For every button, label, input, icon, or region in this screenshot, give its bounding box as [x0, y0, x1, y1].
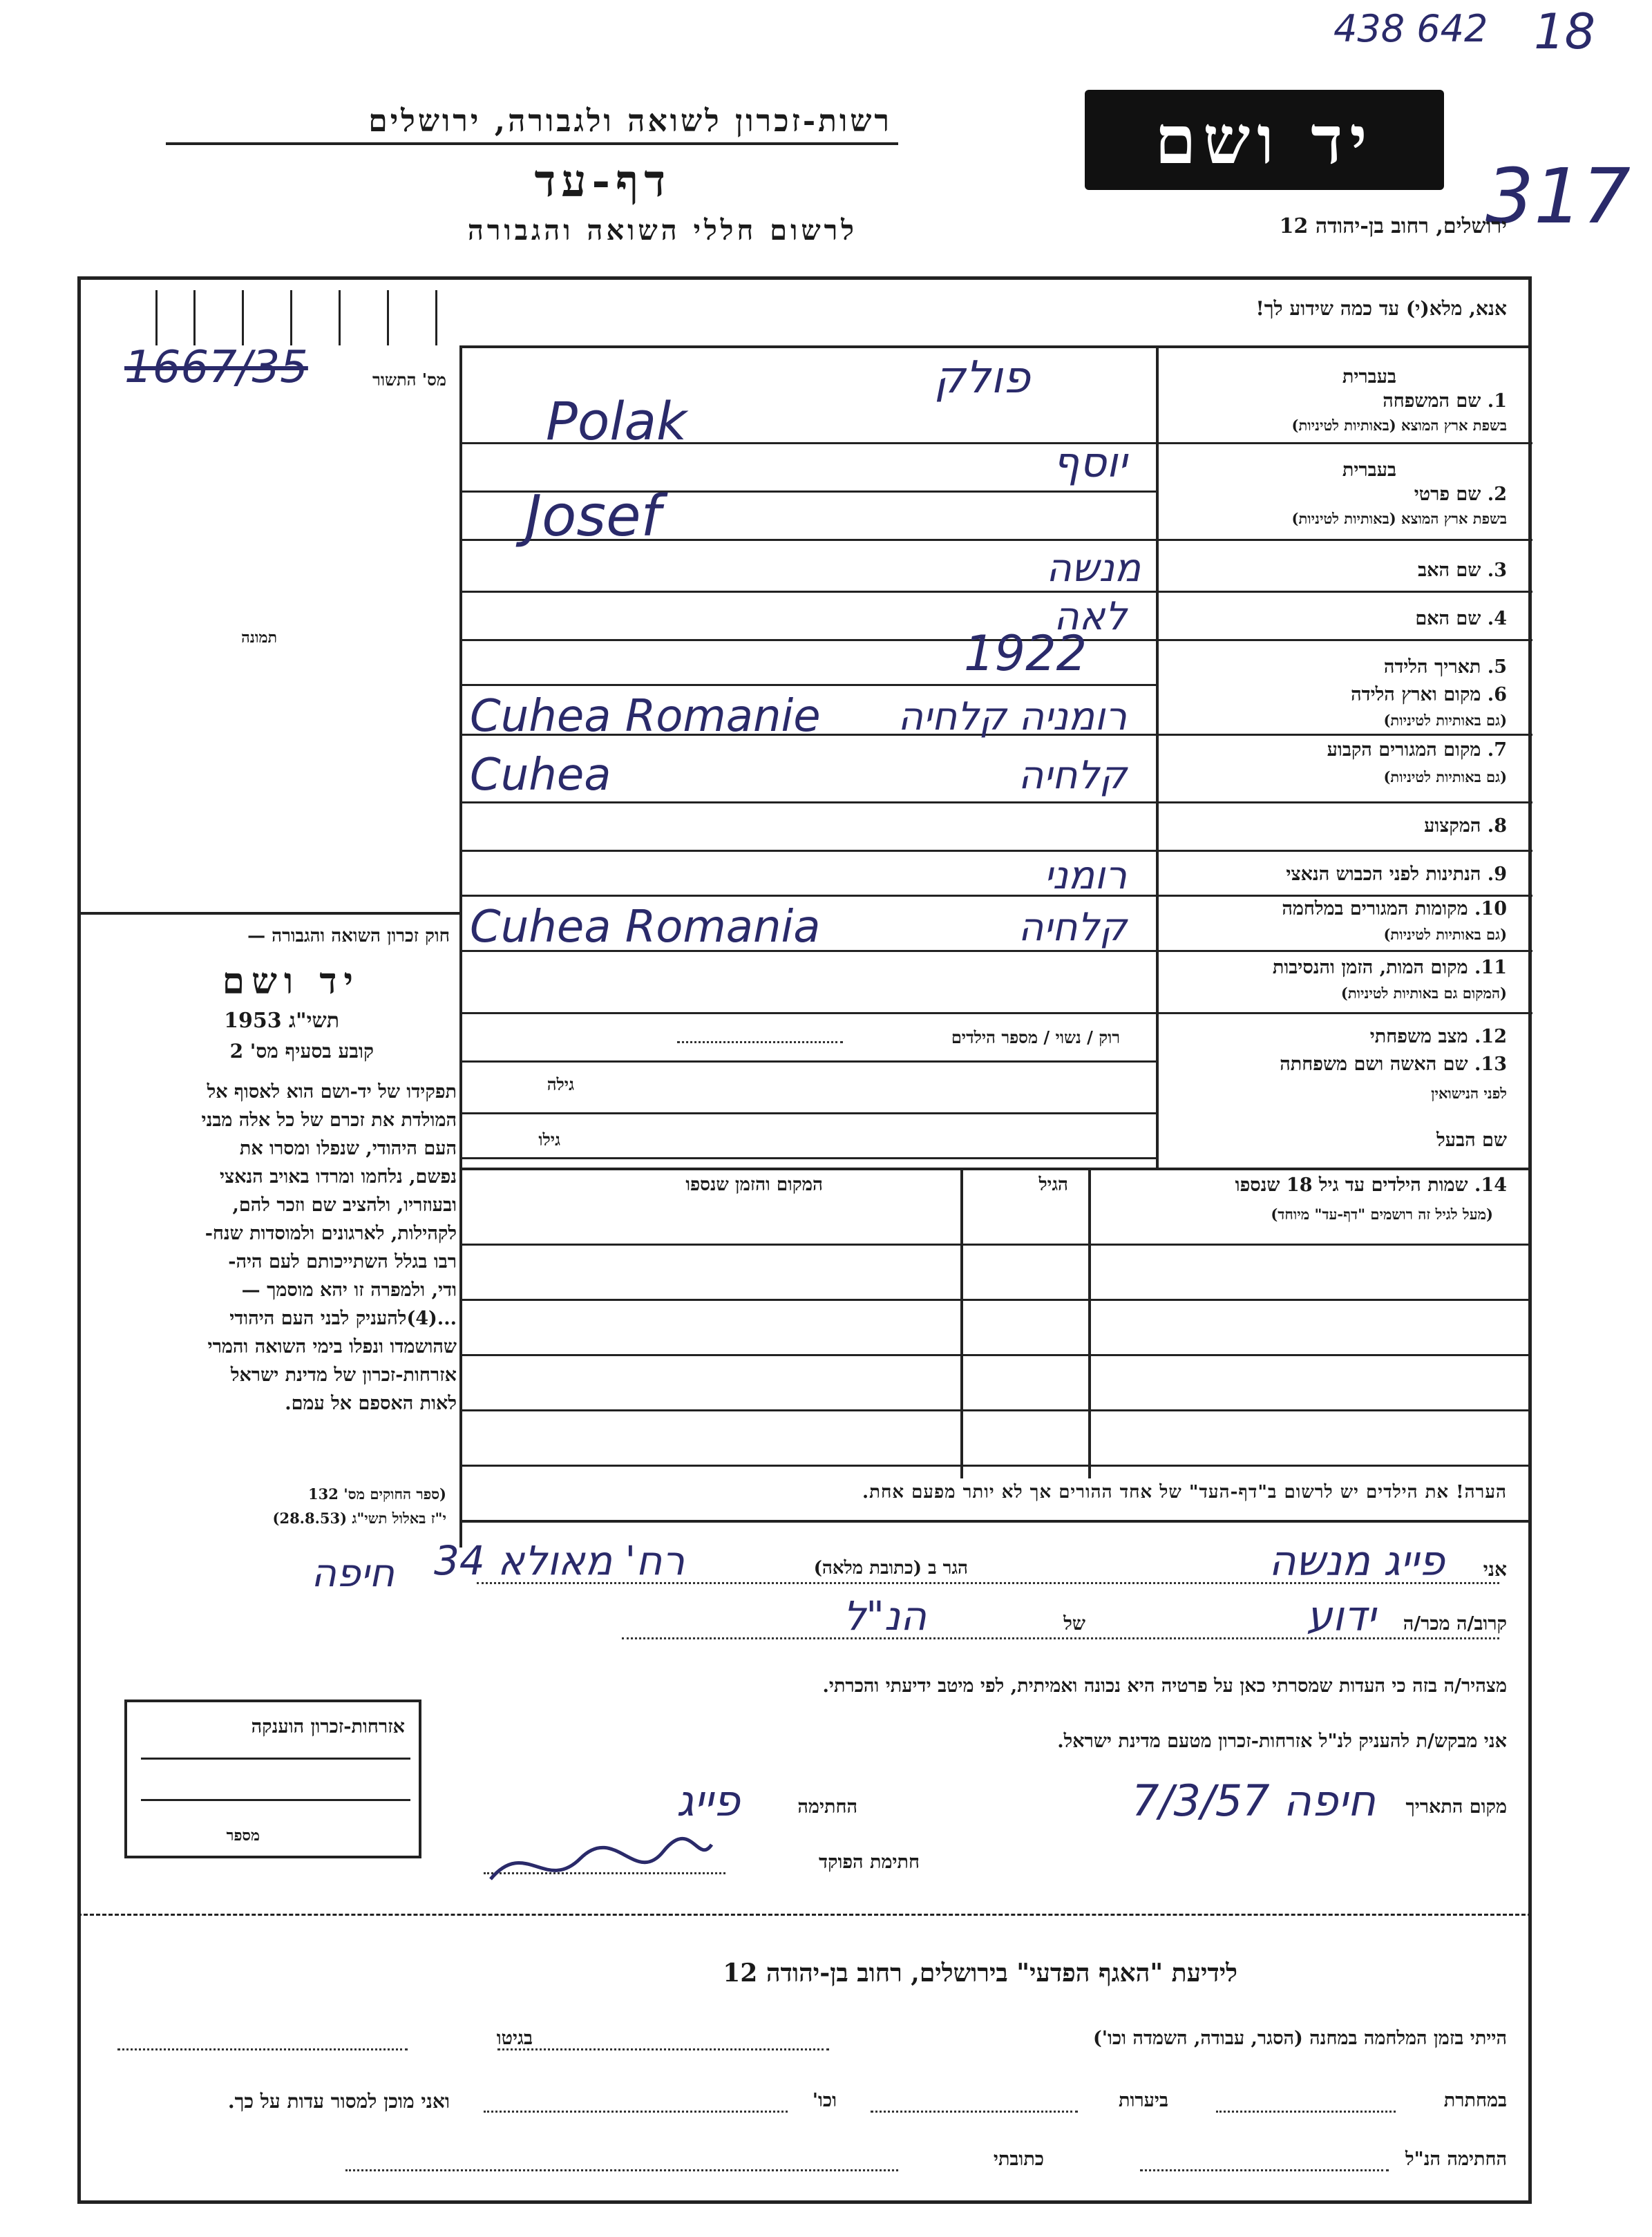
- form-subtitle: לרשום חללי השואה והגבורה: [467, 214, 857, 247]
- law-year: תשי"ג 1953: [224, 1009, 339, 1033]
- husband-age-label: גילו: [538, 1130, 560, 1150]
- field-note-6: (גם באותיות לטיניות): [1383, 712, 1507, 729]
- decl-request: אני מבקש/ת להעניק לנ"ל אזרחות-זכרון מטעם מדינת ישראל.: [1057, 1731, 1507, 1752]
- field-label-5: 5. תאריך הלידה: [1383, 656, 1507, 678]
- footer-underground: במחתרת: [1443, 2090, 1507, 2111]
- field-label-10: 10. מקומות המגורים במלחמה: [1282, 898, 1507, 920]
- decl-truth: מצהיר/ה בזה כי העדות שמסרתי כאן על פרטיה היא נכונה ואמיתית, לפי מיטב ידיעתי והכרתי.: [822, 1675, 1507, 1697]
- field-label-9: 9. הנתינות לפני הכבוש הנאצי: [1286, 864, 1507, 885]
- yad-vashem-logo: [1085, 90, 1444, 190]
- archive-number: 438 642: [1333, 7, 1488, 50]
- children-note: (מעל לגיל זה רושמים "דף-עד" מיוחד): [1271, 1206, 1493, 1223]
- residence-hebrew: קלחיה: [1018, 753, 1127, 798]
- footer-line1: הייתי בזמן המלחמה במחנה (הסגר, עבודה, השמדה וכו'): [1092, 2028, 1507, 2049]
- firstname-latin: Josef: [525, 484, 661, 549]
- field-label-husband: שם הבעל: [1436, 1130, 1507, 1151]
- surname-hebrew: פולק: [933, 352, 1030, 403]
- field-label-6: 6. מקום וארץ הלידה: [1351, 684, 1507, 705]
- children-label: 14. שמות הילדים עד גיל 18 שנספו: [1235, 1174, 1507, 1196]
- form-title: דף-עד: [534, 155, 671, 207]
- birth-date: 1922: [964, 625, 1088, 682]
- field-label-2: 2. שם פרטי: [1414, 484, 1507, 505]
- remark-text: הערה! את הילדים יש לרשום ב"דף-העד" של אחד ההורים אך לא יותר מפעם אחת.: [862, 1482, 1507, 1503]
- father-name: מנשה: [1046, 546, 1141, 591]
- file-number-label: מס' התשור: [372, 370, 446, 390]
- footer-heading: לידיעת "האגף הפדעי" בירושלים, רחוב בן-יהודה 12: [723, 1959, 1237, 1988]
- law-org: יד ושם: [222, 960, 360, 1002]
- field-note-1: בשפת ארץ המוצא (באותיות לטיניות): [1291, 417, 1507, 434]
- children-col-place: המקום והזמן שנספו: [685, 1174, 823, 1195]
- death-place-hebrew: קלחיה: [1018, 905, 1127, 950]
- law-text: תפקידו של יד-ושם הוא לאסוף אל המולדת את זכרם של כל אלה מבני העם היהודי, שנפלו ומסרו את נפשם, נלחמו ומרדו באויב הנאצי ובעוזריו, ולהציב שם וזכר להם, לקהילות, לארגונים ולמוסדות שנח- רבו בגלל השתייכותם לעם היה- ודי, ולמפרה זו יהא מוסמך — ...(4)להעניק לבני העם היהודי שהושמדו ונפלו בימי השואה והמרי אזרחות-זכרון של מדינת ישראל לאות האספם אל עמם.: [201, 1081, 457, 1414]
- residence-latin: Cuhea: [470, 750, 611, 801]
- children-col-age: הגיל: [1038, 1174, 1068, 1195]
- stamp-title: אזרחות-זכרון הוענקה: [251, 1716, 405, 1738]
- field-label-7: 7. מקום המגורים הקבוע: [1327, 739, 1507, 761]
- officer-signature-mark: [484, 1824, 719, 1900]
- footer-ready: ואני מוכן למסור עדות על כך.: [227, 2090, 450, 2113]
- law-ref: (ספר החוקים מס' 132: [308, 1485, 446, 1503]
- law-ref-date: י"ז באלול תשי"ג (28.8.53): [272, 1510, 446, 1527]
- decl-place-date-label: מקום התאריך: [1405, 1796, 1507, 1818]
- label-column-divider: [1156, 345, 1159, 1168]
- memorial-citizenship-stamp: [124, 1700, 421, 1858]
- decl-residing-label: הגר ב (כתובת מלאה): [813, 1558, 968, 1579]
- footer-address-label: כתובתי: [993, 2149, 1044, 2170]
- field-note-10: (גם באותיות לטיניות): [1383, 926, 1507, 943]
- authority-underline: [166, 142, 898, 145]
- field-note-13: לפני הנישואין: [1431, 1085, 1507, 1102]
- intro-text: אנא, מלא(י) עד כמה שידוע לך!: [1255, 297, 1507, 320]
- hebrew-tag-1: בעברית: [1342, 366, 1396, 388]
- footer-ghetto: בגיטו: [496, 2028, 533, 2049]
- birthplace-hebrew: רומניה קלחיה: [898, 694, 1127, 739]
- footer-forests: ביערות: [1118, 2090, 1168, 2111]
- stamp-number-label: מספר: [226, 1827, 260, 1845]
- logo-text: יד ושם: [1155, 101, 1374, 179]
- authority-name: רשות-זכרון לשואה ולגבורה, ירושלים: [368, 104, 892, 139]
- header-address: ירושלים, רחוב בן-יהודה 12: [1279, 214, 1507, 238]
- footer-signature-label: החתימה הנ"ל: [1405, 2149, 1507, 2170]
- death-place-latin: Cuhea Romania: [470, 902, 821, 953]
- decl-signer: פייג מנשה: [1269, 1537, 1445, 1586]
- field-label-8: 8. המקצוע: [1424, 815, 1507, 837]
- field-label-12: 12. מצב משפחתי: [1369, 1026, 1507, 1047]
- field-note-11: (המקום גם באותיות לטיניות): [1340, 984, 1507, 1002]
- file-number: 1667/35: [124, 342, 308, 393]
- footer-etc: וכו': [812, 2090, 837, 2111]
- law-section: קובע בסעיף מס' 2: [229, 1040, 374, 1063]
- field-label-13: 13. שם האשה ושם משפחתה: [1280, 1054, 1507, 1075]
- wife-age-label: גילה: [547, 1074, 574, 1094]
- decl-place-date: חיפה 7/3/57: [1132, 1776, 1376, 1826]
- field-label-3: 3. שם האב: [1418, 560, 1507, 581]
- surname-latin: Polak: [546, 390, 687, 452]
- decl-address: רח' מאולא 34: [434, 1537, 685, 1584]
- decl-of-label: של: [1063, 1613, 1085, 1635]
- decl-i-label: אני: [1483, 1558, 1507, 1581]
- nationality: רומני: [1044, 853, 1127, 898]
- decl-city: חיפה: [311, 1551, 395, 1596]
- left-panel-divider: [459, 345, 462, 1548]
- hebrew-tag-2: בעברית: [1342, 459, 1396, 481]
- birthplace-latin: Cuhea Romanie: [470, 691, 821, 742]
- decl-signature: פייג: [676, 1776, 740, 1826]
- decl-of-value: הנ"ל: [843, 1592, 927, 1639]
- decl-relation: ידוע: [1306, 1592, 1376, 1641]
- field-note-7: (גם באותיות לטיניות): [1383, 768, 1507, 786]
- law-title: חוק זכרון השואה והגבורה —: [247, 926, 450, 946]
- decl-relation-label: קרוב/ה מכר/ה: [1403, 1613, 1507, 1635]
- photo-label: תמונה: [241, 629, 277, 647]
- field-label-1: 1. שם המשפחה: [1383, 390, 1507, 412]
- corner-mark: 18: [1534, 3, 1596, 60]
- marital-status-options: רוק / נשוי / מספר הילדים: [951, 1027, 1120, 1047]
- mother-name: לאה: [1054, 594, 1127, 639]
- field-label-4: 4. שם האם: [1415, 608, 1507, 629]
- corner-code: 317: [1485, 152, 1631, 240]
- field-note-2: בשפת ארץ המוצא (באותיות לטיניות): [1291, 510, 1507, 527]
- field-label-11: 11. מקום המות, הזמן והנסיבות: [1272, 957, 1507, 978]
- decl-officer-label: חתימת הפוקד: [819, 1852, 920, 1873]
- firstname-hebrew: יוסף: [1052, 439, 1127, 487]
- decl-signature-label: החתימה: [797, 1796, 857, 1818]
